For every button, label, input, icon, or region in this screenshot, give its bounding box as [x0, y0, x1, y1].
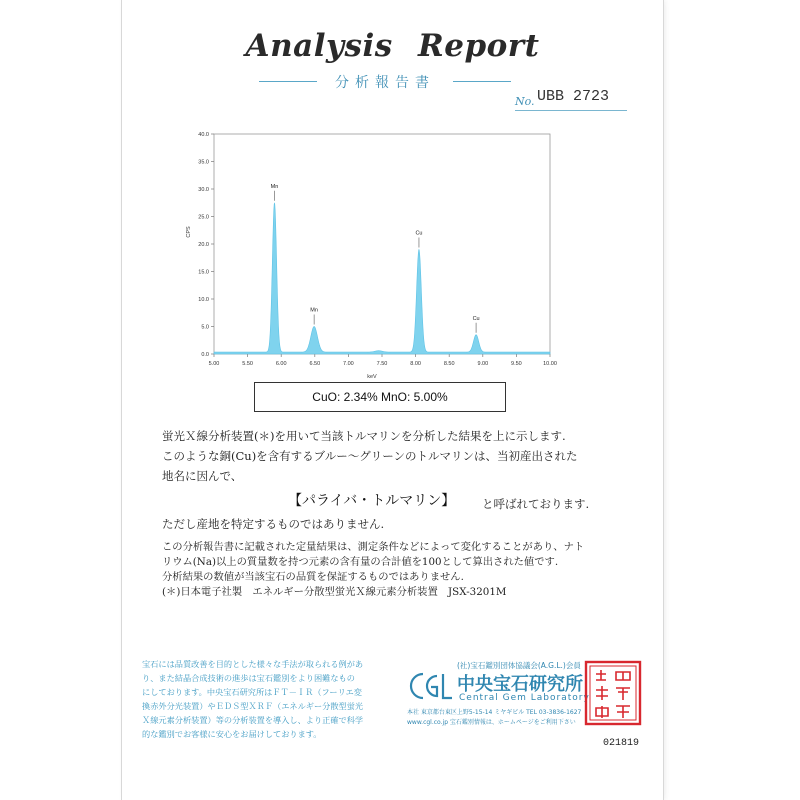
x-tick-label: 6.50 — [309, 361, 321, 367]
y-tick-label: 0.0 — [201, 352, 209, 358]
laboratory-website: www.cgl.co.jp 宝石鑑別情報は、ホームページをご利用下さい — [407, 719, 576, 726]
result-text: CuO: 2.34% MnO: 5.00% — [312, 390, 448, 404]
report-subtitle-block — [259, 72, 511, 90]
y-axis-label: CPS — [186, 226, 192, 238]
x-tick-label: 8.00 — [410, 361, 421, 367]
plot-frame — [214, 134, 550, 354]
peak-label: Mn — [310, 307, 318, 314]
y-tick-label: 10.0 — [198, 297, 209, 303]
footer-note-line-2: り、また結晶合成技術の進歩は宝石鑑別をより困難なもの — [142, 673, 355, 683]
footer-note-line-3: にしております。中央宝石研究所はＦＴ－ＩＲ（フーリエ変 — [142, 687, 362, 697]
x-tick-label: 9.00 — [477, 361, 489, 367]
footer-note-line-5: Ｘ線元素分析装置）等の分析装置を導入し、より正確で科学 — [142, 715, 364, 725]
report-number-value: UBB 2723 — [537, 88, 610, 105]
x-tick-label: 5.50 — [242, 361, 253, 367]
note-line-4: (＊)日本電子社製 エネルギー分散型蛍光Ｘ線元素分析装置 JSX-3201M — [162, 586, 507, 598]
note-line-1: この分析報告書に記載された定量結果は、測定条件などによって変化することがあり、ナト — [162, 541, 585, 553]
body-line-2: このような銅(Cu)を含有するブルー～グリーンのトルマリンは、当初産出された — [162, 449, 578, 463]
cgl-logo-icon — [407, 668, 453, 704]
report-sheet — [122, 0, 663, 800]
footer-note-line-6: 的な鑑別でお客様に安心をお届けしております。 — [142, 729, 322, 739]
body-line-1: 蛍光Ｘ線分析装置(＊)を用いて当該トルマリンを分析した結果を上に示します. — [162, 429, 566, 443]
report-number-label: No. — [515, 95, 535, 108]
x-tick-label: 6.00 — [275, 361, 287, 367]
laboratory-address: 本社 東京都台東区上野5-15-14 ミヤギビル TEL 03-3836-1627 — [407, 709, 582, 716]
y-tick-label: 20.0 — [198, 242, 209, 248]
note-line-3: 分析結果の数値が当該宝石の品質を保証するものではありません. — [162, 571, 464, 583]
peak-label: Cu — [472, 315, 480, 322]
peak-label: Cu — [415, 230, 423, 237]
x-tick-label: 7.50 — [376, 361, 388, 367]
y-tick-label: 5.0 — [201, 324, 209, 331]
note-line-2: リウム(Na)以上の質量数を持つ元素の含有量の合計値を100として算出された値です. — [162, 556, 559, 568]
y-tick-label: 25.0 — [198, 214, 209, 221]
body-line-3: 地名に因んで、 — [162, 469, 243, 483]
footer-note-line-4: 換赤外分光装置）やＥＤＳ型ＸＲＦ（エネルギー分散型蛍光 — [142, 701, 364, 711]
body-line-4: ただし産地を特定するものではありません. — [162, 517, 385, 531]
result-box — [254, 382, 506, 412]
stone-name: 【パライバ・トルマリン】 — [288, 493, 456, 509]
spectrum-area — [214, 203, 550, 354]
laboratory-seal-icon — [584, 660, 642, 726]
xrf-spectrum-chart — [170, 122, 560, 384]
association-text: (社)宝石鑑別団体協議会(A.G.L.)会員 — [457, 661, 581, 670]
footer-note-line-1: 宝石には品質改善を目的とした様々な手法が取られる例があ — [142, 659, 364, 669]
y-tick-label: 40.0 — [198, 132, 209, 138]
report-number-field — [515, 88, 627, 111]
y-tick-label: 15.0 — [198, 269, 209, 276]
report-title: Analysis Report — [245, 28, 540, 64]
stone-name-tail: と呼ばれております. — [482, 497, 590, 511]
y-tick-label: 30.0 — [198, 187, 209, 193]
laboratory-name-en: Central Gem Laboratory — [459, 693, 590, 703]
laboratory-block — [407, 658, 597, 734]
x-tick-label: 9.50 — [511, 361, 522, 367]
x-axis-label: keV — [367, 374, 377, 380]
report-subtitle: 分析報告書 — [335, 75, 435, 91]
x-tick-label: 5.00 — [208, 361, 220, 367]
serial-number: 021819 — [603, 738, 640, 749]
y-tick-label: 35.0 — [198, 159, 209, 166]
laboratory-name-jp: 中央宝石研究所 — [457, 674, 583, 695]
x-tick-label: 8.50 — [443, 361, 455, 367]
x-tick-label: 7.00 — [343, 361, 354, 367]
x-tick-label: 10.00 — [543, 361, 557, 367]
peak-label: Mn — [270, 183, 279, 190]
